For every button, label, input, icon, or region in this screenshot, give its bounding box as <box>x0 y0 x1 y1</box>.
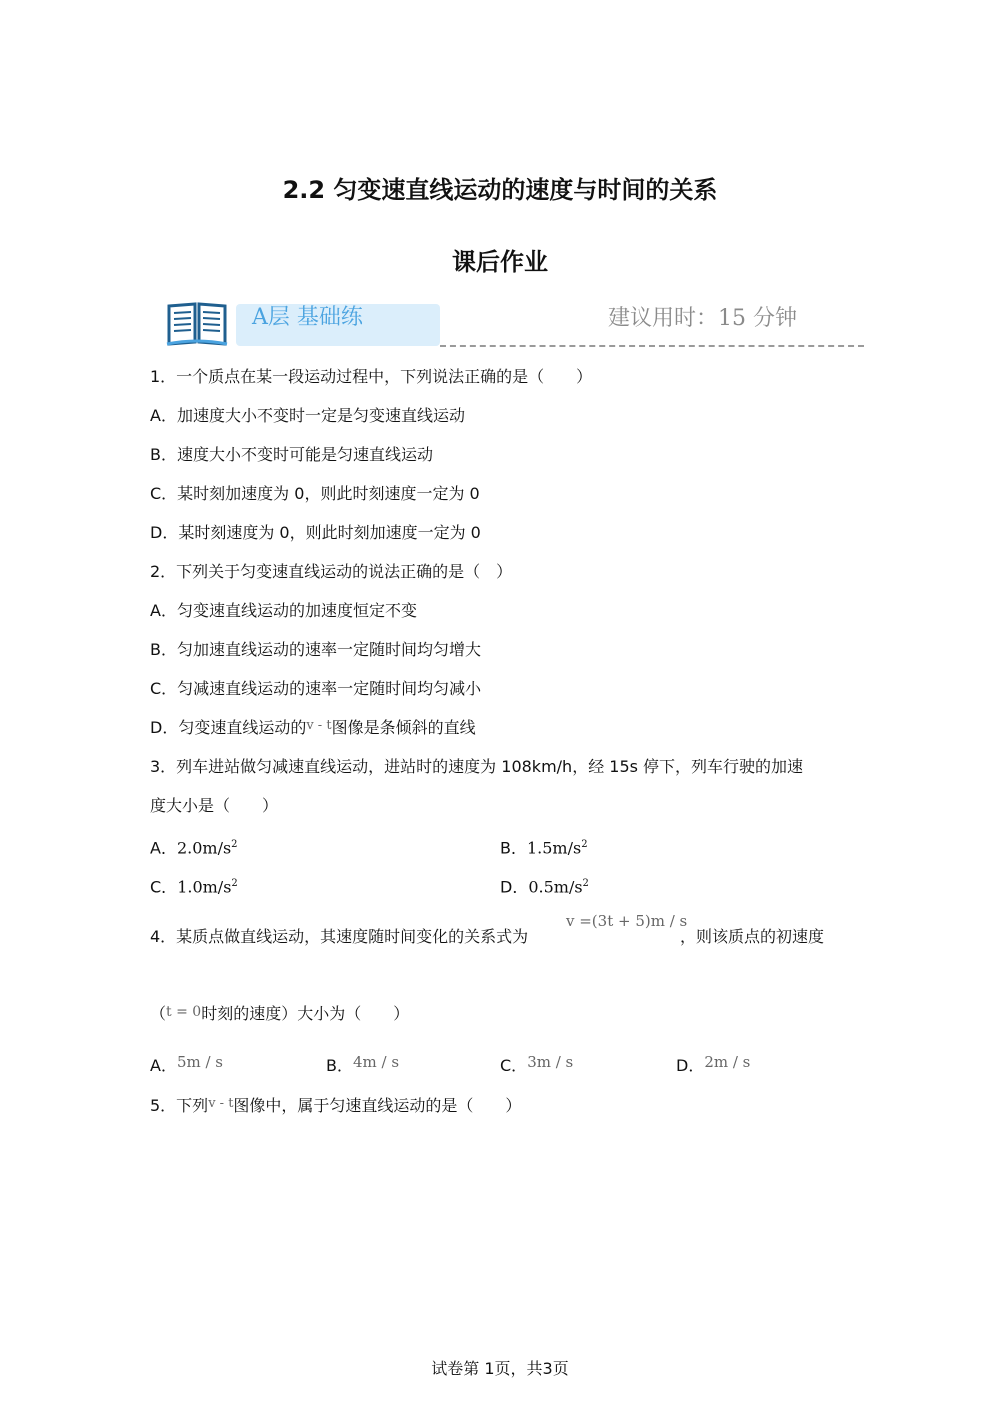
page-number: 试卷第 1页，共3页 <box>431 1359 569 1378</box>
question-4-stem-line2 <box>150 1003 409 1026</box>
question-2-option-c: C．匀减速直线运动的速率一定随时间均匀减小 <box>150 679 482 698</box>
question-2-stem: 2．下列关于匀变速直线运动的说法正确的是（ ） <box>150 562 513 581</box>
vt-formula: v - t <box>306 718 332 733</box>
option-label: B． <box>500 838 527 858</box>
exponent: 2 <box>231 878 238 889</box>
question-4-option-c <box>500 1055 573 1077</box>
option-label: A． <box>150 838 177 858</box>
option-label: D． <box>500 877 529 897</box>
question-5-text-before: 5．下列 <box>150 1096 209 1115</box>
option-value: 3m / s <box>527 1053 574 1071</box>
question-4-line2-text: 时刻的速度）大小为（ ） <box>201 1004 410 1023</box>
question-3-stem-line1: 3．列车进站做匀减速直线运动，进站时的速度为 108km/h，经 15s 停下，列车行驶的加速 <box>150 757 804 776</box>
question-1-option-a: A．加速度大小不变时一定是匀变速直线运动 <box>150 406 465 425</box>
question-3-option-c <box>150 873 238 898</box>
suggested-time: 建议用时：15 分钟 <box>608 306 797 331</box>
question-5-stem <box>150 1095 521 1119</box>
exponent: 2 <box>231 839 238 850</box>
question-4-stem-after: ，则该质点的初速度 <box>680 927 825 946</box>
option-value: 2m / s <box>704 1053 751 1071</box>
question-4-option-a <box>150 1055 223 1077</box>
question-2-option-a: A．匀变速直线运动的加速度恒定不变 <box>150 601 417 620</box>
option-value: 5m / s <box>176 1053 224 1071</box>
question-2-option-b: B．匀加速直线运动的速率一定随时间均匀增大 <box>150 640 481 659</box>
question-5-text-after: 图像中，属于匀速直线运动的是（ ） <box>233 1096 522 1115</box>
question-1-option-b: B．速度大小不变时可能是匀速直线运动 <box>150 445 433 464</box>
exponent: 2 <box>581 839 588 850</box>
option-label: D． <box>676 1056 705 1075</box>
question-1-stem: 1．一个质点在某一段运动过程中，下列说法正确的是（ ） <box>150 367 593 386</box>
layer-label: A层 基础练 <box>252 305 363 330</box>
question-3-option-b <box>500 834 588 859</box>
velocity-formula: v =(3t + 5)m / s <box>566 912 688 930</box>
option-d-text-before: D．匀变速直线运动的 <box>150 718 307 737</box>
option-value: 4m / s <box>352 1053 400 1071</box>
question-3-option-a <box>150 834 238 859</box>
question-4-stem-before: 4．某质点做直线运动，其速度随时间变化的关系式为 <box>150 927 529 946</box>
option-label: C． <box>150 877 178 897</box>
option-d-text-after: 图像是条倾斜的直线 <box>331 718 476 737</box>
exponent: 2 <box>582 878 589 889</box>
option-value: 2.0m/s <box>176 838 232 858</box>
question-1-option-c: C．某时刻加速度为 0，则此时刻速度一定为 0 <box>150 484 480 503</box>
option-value: 0.5m/s <box>528 877 583 897</box>
option-label: C． <box>500 1056 528 1075</box>
question-4-option-d <box>676 1055 750 1077</box>
option-label: B． <box>326 1056 353 1075</box>
document-subtitle: 课后作业 <box>452 248 548 276</box>
question-3-stem-line2: 度大小是（ ） <box>150 796 279 815</box>
t-zero-formula: t = 0 <box>166 1004 202 1020</box>
document-title: 2.2 匀变速直线运动的速度与时间的关系 <box>282 176 718 204</box>
question-3-option-d <box>500 873 589 898</box>
section-divider <box>440 345 864 347</box>
question-4-option-b <box>326 1055 399 1077</box>
book-icon <box>165 298 229 348</box>
question-1-option-d: D．某时刻速度为 0，则此时刻加速度一定为 0 <box>150 523 481 542</box>
option-value: 1.5m/s <box>526 838 582 858</box>
paren-open: （ <box>150 1004 167 1023</box>
question-2-option-d <box>150 717 476 741</box>
option-value: 1.0m/s <box>177 877 232 897</box>
vt-formula: v - t <box>208 1096 234 1111</box>
option-label: A． <box>150 1056 177 1075</box>
